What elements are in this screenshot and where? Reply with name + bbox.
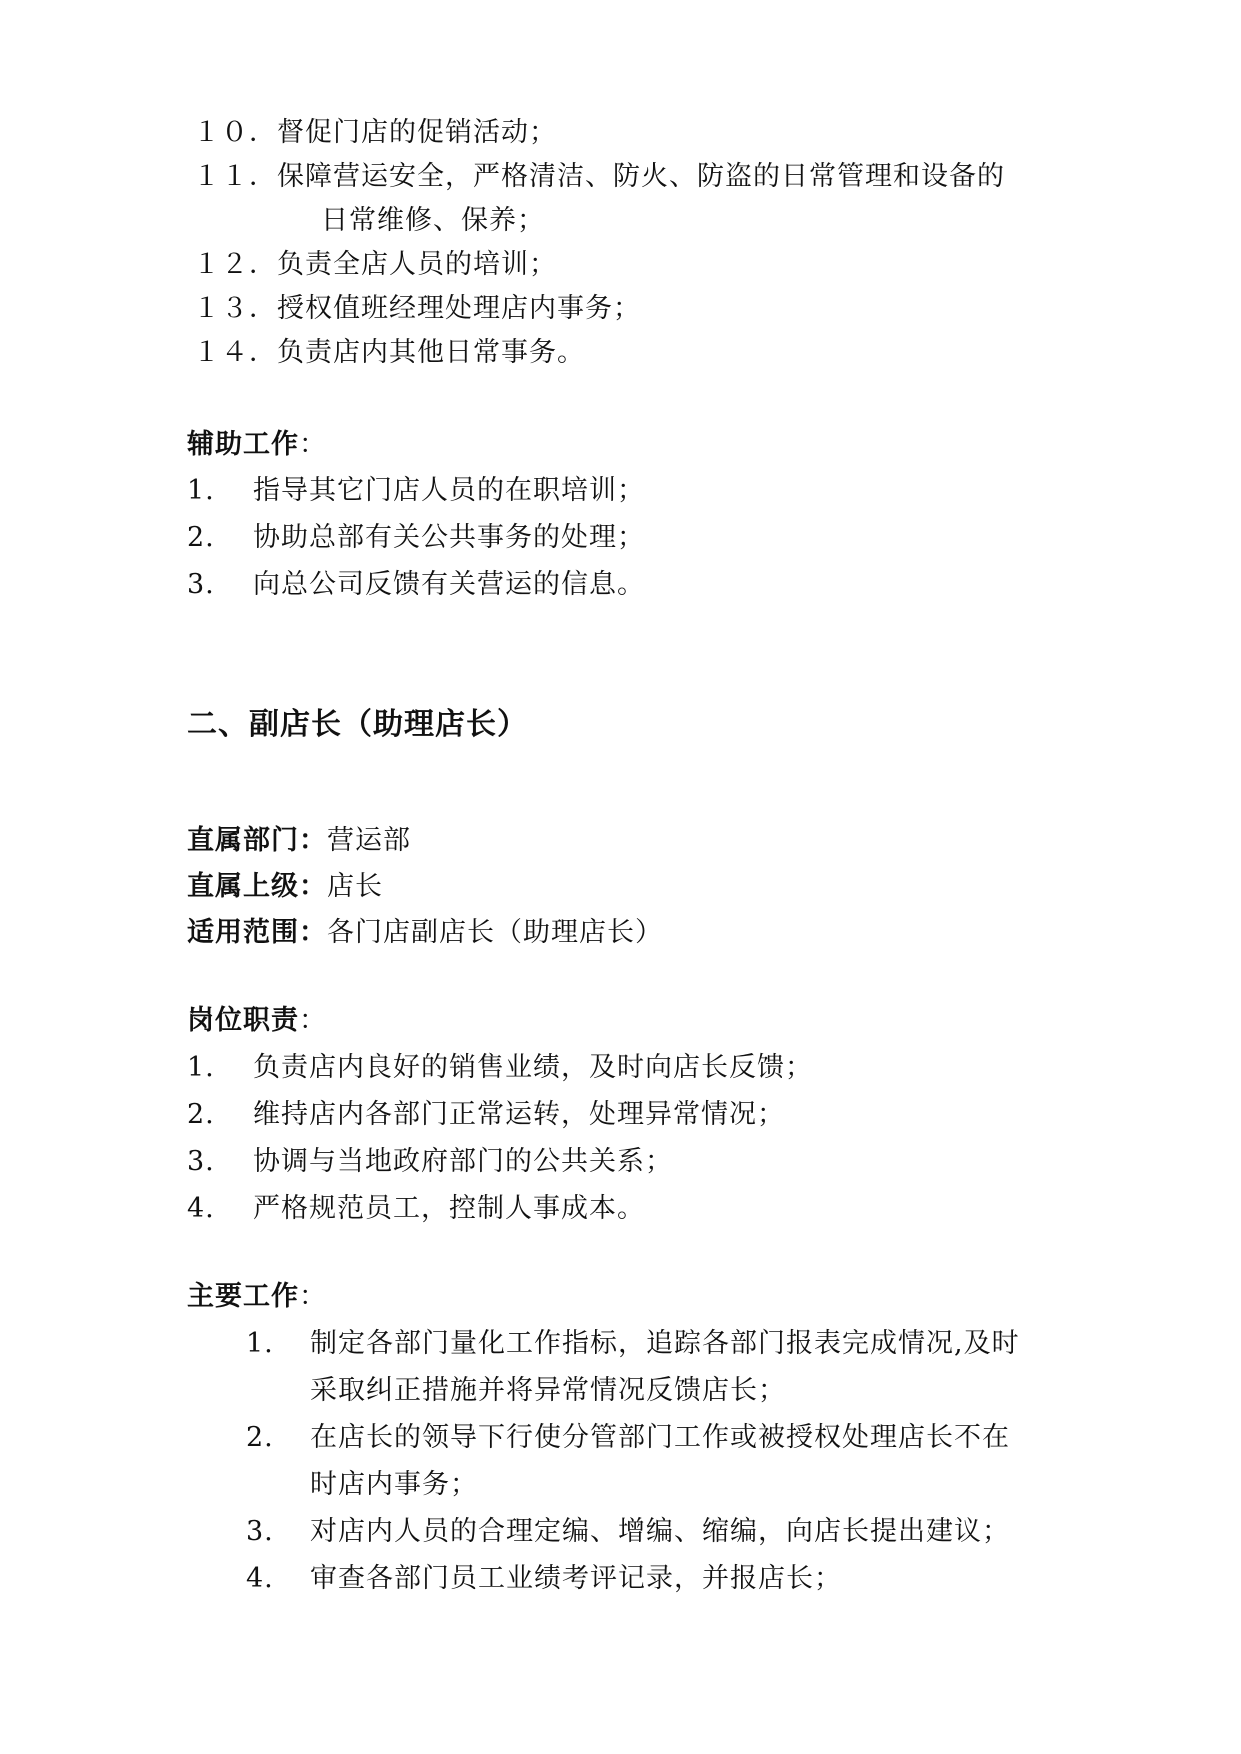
list-number: 4. [187, 1193, 215, 1224]
list-number: 3. [187, 569, 215, 600]
list-item [193, 248, 557, 282]
list-item [246, 1327, 1020, 1361]
list-item [187, 1051, 813, 1085]
list-text: 在店长的领导下行使分管部门工作或被授权处理店长不在 [310, 1422, 1010, 1453]
main-work-heading-text: 主要工作 [187, 1281, 299, 1312]
info-label: 适用范围： [187, 917, 327, 948]
info-label: 直属上级： [187, 871, 327, 902]
list-number: １０． [193, 117, 277, 148]
info-label: 直属部门： [187, 825, 327, 856]
list-number: １２． [193, 249, 277, 280]
heading-colon: ： [299, 1281, 327, 1312]
list-number: 1. [187, 1052, 215, 1083]
list-item [193, 292, 641, 326]
info-row-department [187, 824, 411, 858]
list-text: 督促门店的促销活动； [277, 117, 557, 148]
list-text: 向总公司反馈有关营运的信息。 [253, 569, 645, 600]
list-number: 1. [246, 1328, 274, 1359]
list-item-continuation: 日常维修、保养； [321, 205, 545, 236]
info-row-superior [187, 870, 383, 904]
list-number: 2. [187, 1099, 215, 1130]
list-item-continuation: 时店内事务； [310, 1469, 478, 1500]
list-number: 2. [187, 522, 215, 553]
list-item [246, 1562, 842, 1596]
list-text: 指导其它门店人员的在职培训； [253, 475, 645, 506]
list-number: 3. [246, 1516, 274, 1547]
list-text: 授权值班经理处理店内事务； [277, 293, 641, 324]
info-row-scope [187, 916, 663, 950]
list-item [193, 160, 1005, 194]
list-item [246, 1421, 1010, 1455]
info-value: 店长 [327, 871, 383, 902]
list-number: １１． [193, 161, 277, 192]
info-value: 营运部 [327, 825, 411, 856]
list-text: 制定各部门量化工作指标，追踪各部门报表完成情况,及时 [310, 1328, 1020, 1359]
list-item [187, 1192, 645, 1226]
list-number: 3. [187, 1146, 215, 1177]
section-title: 二、副店长（助理店长） [187, 707, 528, 742]
list-number: 1. [187, 475, 215, 506]
list-item [193, 116, 557, 150]
list-number: 4. [246, 1563, 274, 1594]
list-item [187, 1098, 785, 1132]
list-number: １４． [193, 337, 277, 368]
info-value: 各门店副店长（助理店长） [327, 917, 663, 948]
list-text: 审查各部门员工业绩考评记录，并报店长； [310, 1563, 842, 1594]
main-work-heading [187, 1280, 327, 1314]
list-text: 维持店内各部门正常运转，处理异常情况； [253, 1099, 785, 1130]
list-item-continuation: 采取纠正措施并将异常情况反馈店长； [310, 1375, 786, 1406]
list-text: 协调与当地政府部门的公共关系； [253, 1146, 673, 1177]
list-text: 保障营运安全，严格清洁、防火、防盗的日常管理和设备的 [277, 161, 1005, 192]
duties-heading-text: 岗位职责 [187, 1005, 299, 1036]
list-item [187, 521, 645, 555]
list-text: 协助总部有关公共事务的处理； [253, 522, 645, 553]
list-item [193, 336, 585, 370]
list-text: 负责全店人员的培训； [277, 249, 557, 280]
heading-colon: ： [299, 1005, 327, 1036]
list-item [187, 568, 645, 602]
list-item [246, 1515, 1010, 1549]
list-text: 负责店内其他日常事务。 [277, 337, 585, 368]
list-number: 2. [246, 1422, 274, 1453]
duties-heading [187, 1004, 327, 1038]
list-item [187, 1145, 673, 1179]
list-text: 对店内人员的合理定编、增编、缩编，向店长提出建议； [310, 1516, 1010, 1547]
auxiliary-heading [187, 428, 327, 462]
list-text: 严格规范员工，控制人事成本。 [253, 1193, 645, 1224]
heading-colon: ： [299, 429, 327, 460]
list-number: １３． [193, 293, 277, 324]
auxiliary-heading-text: 辅助工作 [187, 429, 299, 460]
list-item [187, 474, 645, 508]
list-text: 负责店内良好的销售业绩，及时向店长反馈； [253, 1052, 813, 1083]
